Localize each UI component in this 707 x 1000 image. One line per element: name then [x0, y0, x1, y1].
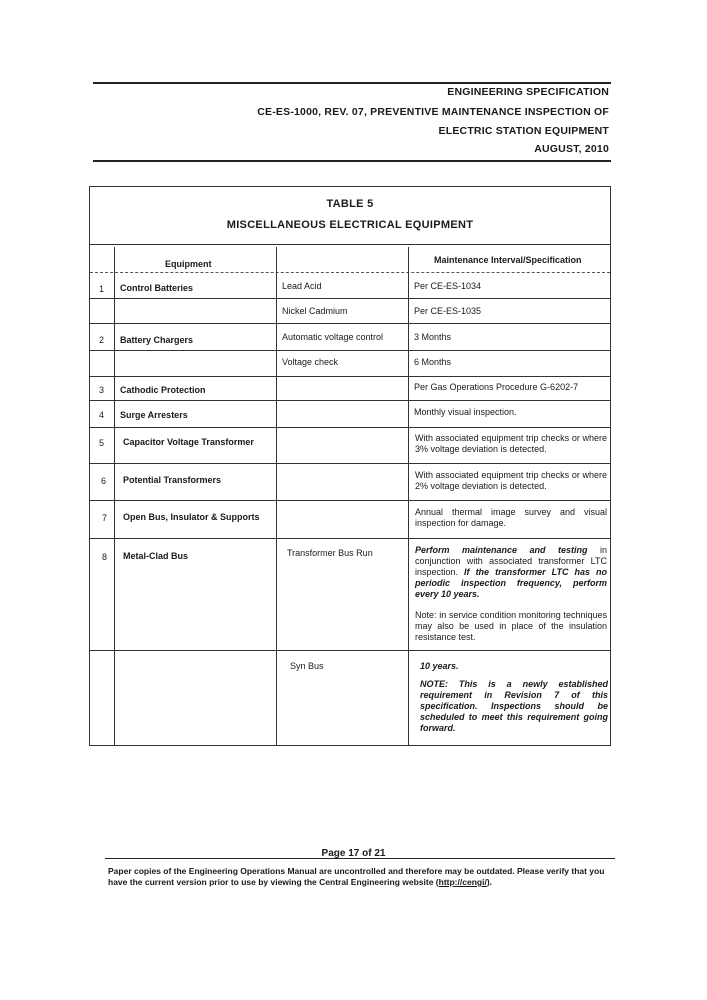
maintenance-spec: Monthly visual inspection. — [414, 407, 517, 417]
footer-disclaimer — [108, 866, 616, 888]
row-number: 4 — [99, 410, 105, 420]
row-separator — [90, 323, 610, 324]
equipment-subtype: Lead Acid — [282, 281, 322, 291]
spec-emphasis: If the transformer LTC has no periodic inspection frequency, perform every 10 years. — [415, 567, 607, 599]
row-number: 6 — [101, 476, 107, 486]
row-number: 5 — [99, 438, 105, 448]
col-divider-2 — [276, 247, 277, 745]
header-line-2: CE-ES-1000, REV. 07, PREVENTIVE MAINTENANCE INSPECTION OF — [257, 106, 609, 118]
maintenance-table — [89, 186, 611, 746]
row-separator — [90, 650, 610, 651]
row-separator — [90, 400, 610, 401]
row-separator — [90, 538, 610, 539]
maintenance-spec: With associated equipment trip checks or where 2% voltage deviation is detected. — [415, 470, 607, 491]
row-separator — [90, 427, 610, 428]
equipment-name: Potential Transformers — [123, 475, 222, 485]
spec-text: in conjunction with associated transformer LTC inspection. — [415, 545, 607, 577]
col-header-divider — [90, 272, 610, 273]
header-top-rule — [93, 82, 611, 84]
row-separator — [90, 500, 610, 501]
footer-text-part1: Paper copies of the Engineering Operations Manual are uncontrolled and therefore may be outdated. Please verify that you have the current version prior to use by viewing the Central Engineering website ( — [108, 866, 605, 887]
maintenance-note: NOTE: This is a newly established requirement in Revision 7 of this specification. Inspections should be scheduled to meet this requirement going forward. — [420, 679, 608, 733]
col-header-equipment: Equipment — [165, 259, 212, 269]
equipment-name: Capacitor Voltage Transformer — [123, 437, 254, 447]
title-divider — [90, 244, 610, 245]
row-separator — [90, 463, 610, 464]
header-bottom-rule — [93, 160, 611, 162]
maintenance-spec — [415, 545, 607, 600]
header-line-4: AUGUST, 2010 — [534, 143, 609, 155]
row-separator — [90, 298, 610, 299]
equipment-name: Control Batteries — [120, 283, 194, 293]
maintenance-spec: Per CE-ES-1035 — [414, 306, 482, 316]
maintenance-spec: With associated equipment trip checks or where 3% voltage deviation is detected. — [415, 433, 607, 454]
maintenance-spec: Per CE-ES-1034 — [414, 281, 482, 291]
page-number: Page 17 of 21 — [321, 848, 386, 859]
maintenance-spec: Annual thermal image survey and visual inspection for damage. — [415, 507, 607, 528]
header-line-3: ELECTRIC STATION EQUIPMENT — [438, 125, 609, 137]
maintenance-spec: 3 Months — [414, 332, 452, 342]
equipment-subtype: Transformer Bus Run — [287, 548, 373, 558]
row-number: 7 — [102, 513, 108, 523]
col-header-spec: Maintenance Interval/Specification — [434, 255, 582, 265]
equipment-subtype: Syn Bus — [290, 661, 324, 671]
equipment-name: Open Bus, Insulator & Supports — [123, 512, 260, 522]
col-divider-1 — [114, 247, 115, 745]
table-subtitle: MISCELLANEOUS ELECTRICAL EQUIPMENT — [226, 219, 474, 231]
maintenance-spec: 10 years. — [420, 661, 459, 671]
table-title: TABLE 5 — [326, 198, 374, 210]
row-separator — [90, 350, 610, 351]
equipment-name: Surge Arresters — [120, 410, 188, 420]
row-number: 2 — [99, 335, 105, 345]
row-number: 3 — [99, 385, 105, 395]
footer-text-part2: ). — [486, 877, 493, 887]
equipment-subtype: Automatic voltage control — [282, 332, 384, 342]
equipment-subtype: Voltage check — [282, 357, 339, 367]
row-separator — [90, 376, 610, 377]
spec-emphasis: Perform maintenance and testing — [415, 545, 588, 555]
maintenance-spec: 6 Months — [414, 357, 452, 367]
central-engineering-link[interactable]: http://cengi/ — [438, 877, 487, 887]
row-number: 1 — [99, 284, 105, 294]
col-divider-3 — [408, 247, 409, 745]
equipment-name: Cathodic Protection — [120, 385, 206, 395]
equipment-name: Metal-Clad Bus — [123, 551, 189, 561]
maintenance-spec: Per Gas Operations Procedure G-6202-7 — [414, 382, 579, 392]
row-number: 8 — [102, 552, 108, 562]
maintenance-note: Note: in service condition monitoring techniques may also be used in place of the insulation resistance test. — [415, 610, 607, 642]
equipment-name: Battery Chargers — [120, 335, 194, 345]
equipment-subtype: Nickel Cadmium — [282, 306, 348, 316]
header-line-1: ENGINEERING SPECIFICATION — [447, 86, 609, 98]
